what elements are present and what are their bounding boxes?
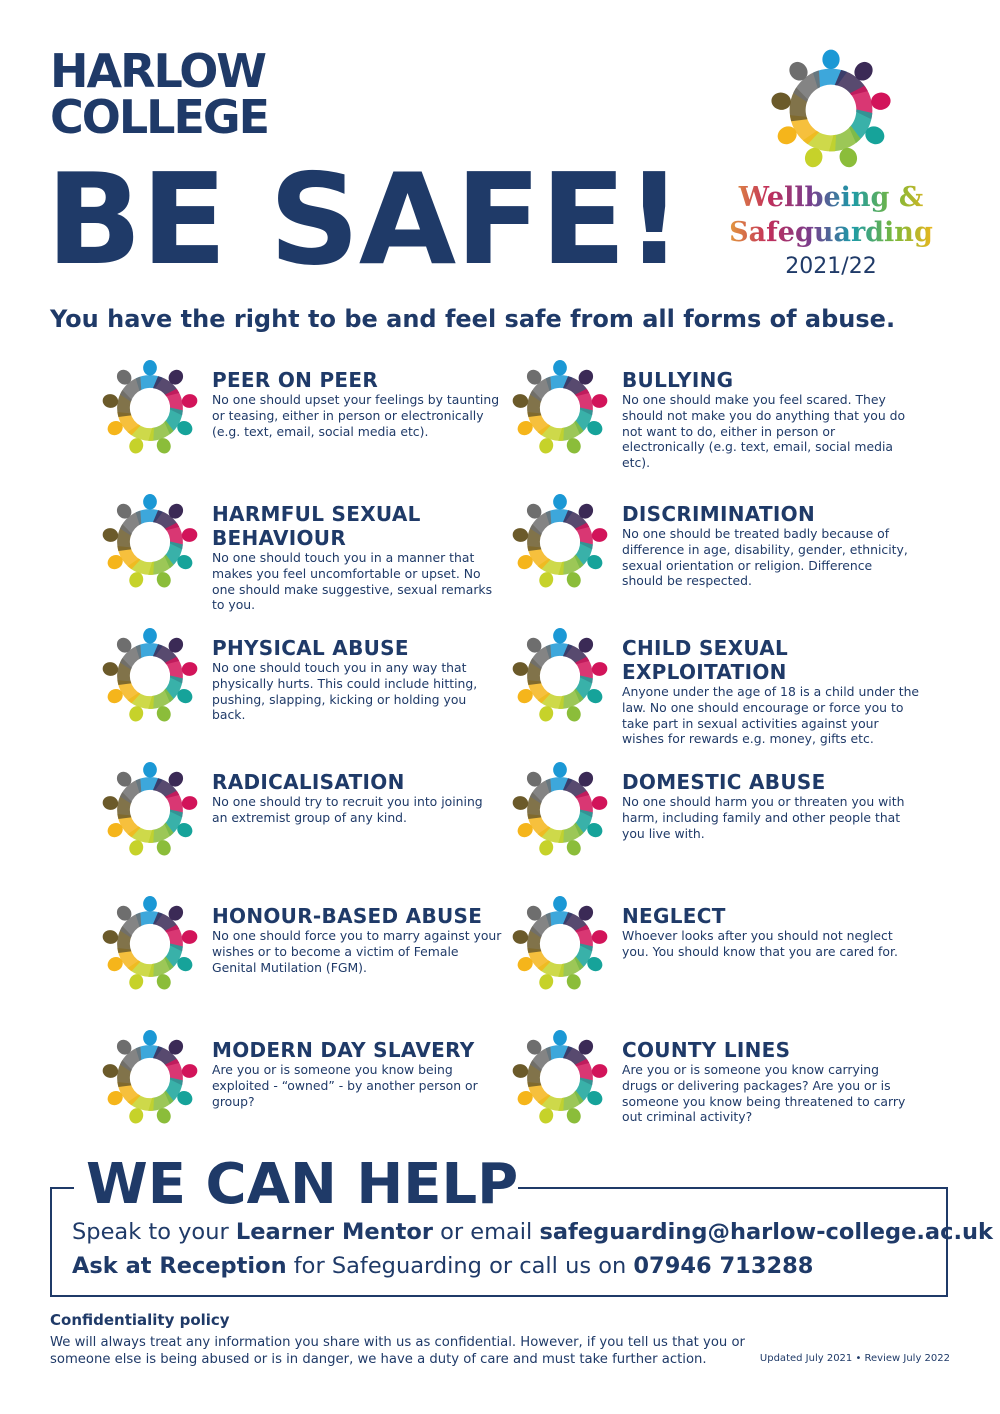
help-phone-line — [72, 1253, 813, 1279]
item-body: No one should try to recruit you into joining an extremist group of any kind. — [212, 794, 483, 825]
item-body: No one should upset your feelings by taunting or teasing, either in person or electronically (e.g. text, email, social media etc). — [212, 392, 500, 439]
confidentiality-title: Confidentiality policy — [50, 1311, 230, 1329]
abuse-item — [100, 626, 510, 756]
abuse-item — [100, 492, 510, 622]
badge-title-line-2: Safeguarding — [726, 215, 936, 250]
help-text: Speak to your — [72, 1219, 236, 1245]
item-body: No one should make you feel scared. They should not make you do anything that you do not want to do, either in person or electronically (e.g. text, email, social media etc). — [622, 392, 906, 471]
wellbeing-badge — [726, 48, 936, 279]
item-body: Are you or is someone you know being exploited - “owned” - by another person or group? — [212, 1062, 478, 1109]
learner-mentor-label: Learner Mentor — [235, 1219, 433, 1245]
college-logo — [50, 44, 269, 144]
item-title: COUNTY LINES — [622, 1038, 791, 1062]
item-body: No one should touch you in any way that physically hurts. This could include hitting, pushing, slapping, kicking or holding you back. — [212, 660, 478, 723]
logo-line-1: HARLOW — [50, 44, 266, 98]
people-circle-icon — [769, 48, 893, 172]
item-title: HONOUR-BASED ABUSE — [212, 904, 483, 928]
item-title: MODERN DAY SLAVERY — [212, 1038, 475, 1062]
item-title: PHYSICAL ABUSE — [212, 636, 409, 660]
people-circle-icon — [100, 894, 200, 994]
item-body: No one should touch you in a manner that makes you feel uncomfortable or upset. No one should make suggestive, sexual remarks to you. — [212, 550, 493, 613]
reception-label: Ask at Reception — [72, 1253, 287, 1279]
people-circle-icon — [510, 1028, 610, 1128]
item-title: HARMFUL SEXUAL BEHAVIOUR — [212, 502, 421, 550]
abuse-item — [510, 492, 920, 622]
logo-line-2: COLLEGE — [50, 90, 269, 144]
safeguarding-phone-link[interactable]: 07946 713288 — [633, 1253, 814, 1279]
confidentiality-text: We will always treat any information you share with us as confidential. However, if you tell us that you or someone else is being abused or is in danger, we have a duty of care and must take further action. — [50, 1335, 745, 1367]
people-circle-icon — [510, 760, 610, 860]
safeguarding-email-link[interactable]: safeguarding@harlow-college.ac.uk — [539, 1219, 993, 1245]
abuse-item — [510, 894, 920, 1024]
people-circle-icon — [100, 626, 200, 726]
people-circle-icon — [510, 492, 610, 592]
badge-year: 2021/22 — [785, 254, 877, 279]
abuse-item — [510, 626, 920, 756]
item-title: DOMESTIC ABUSE — [622, 770, 826, 794]
help-contact-line — [72, 1219, 993, 1245]
people-circle-icon — [510, 894, 610, 994]
item-title: CHILD SEXUAL EXPLOITATION — [622, 636, 789, 684]
item-body: No one should force you to marry against your wishes or to become a victim of Female Genital Mutilation (FGM). — [212, 928, 502, 975]
page-headline: BE SAFE! — [46, 146, 682, 293]
item-title: RADICALISATION — [212, 770, 405, 794]
people-circle-icon — [510, 358, 610, 458]
help-text: or email — [432, 1219, 540, 1245]
help-title: WE CAN HELP — [86, 1152, 519, 1217]
item-title: DISCRIMINATION — [622, 502, 815, 526]
badge-title-line-1: Wellbeing & — [726, 180, 936, 215]
item-title: PEER ON PEER — [212, 368, 379, 392]
people-circle-icon — [510, 626, 610, 726]
item-title: NEGLECT — [622, 904, 726, 928]
item-body: No one should be treated badly because of difference in age, disability, gender, ethnicity, sexual orientation or religion. Difference should be respected. — [622, 526, 908, 589]
abuse-item — [100, 894, 510, 1024]
abuse-item — [100, 358, 510, 488]
abuse-item — [510, 358, 920, 488]
people-circle-icon — [100, 492, 200, 592]
item-title: BULLYING — [622, 368, 734, 392]
help-text: for Safeguarding or call us on — [286, 1253, 634, 1279]
people-circle-icon — [100, 1028, 200, 1128]
people-circle-icon — [100, 358, 200, 458]
updated-note: Updated July 2021 • Review July 2022 — [759, 1353, 950, 1364]
abuse-item — [510, 760, 920, 890]
people-circle-icon — [100, 760, 200, 860]
tagline: You have the right to be and feel safe from all forms of abuse. — [50, 305, 896, 333]
abuse-item — [100, 1028, 510, 1158]
abuse-item — [510, 1028, 920, 1158]
item-body: Are you or is someone you know carrying drugs or delivering packages? Are you or is someone you know being threatened to carry out criminal activity? — [622, 1062, 906, 1125]
abuse-item — [100, 760, 510, 890]
item-body: Anyone under the age of 18 is a child under the law. No one should encourage or force you to take part in sexual activities against your wishes for rewards e.g. money, gifts etc. — [622, 684, 920, 747]
item-body: No one should harm you or threaten you with harm, including family and other people that you live with. — [622, 794, 905, 841]
item-body: Whoever looks after you should not neglect you. You should know that you are cared for. — [622, 928, 898, 959]
